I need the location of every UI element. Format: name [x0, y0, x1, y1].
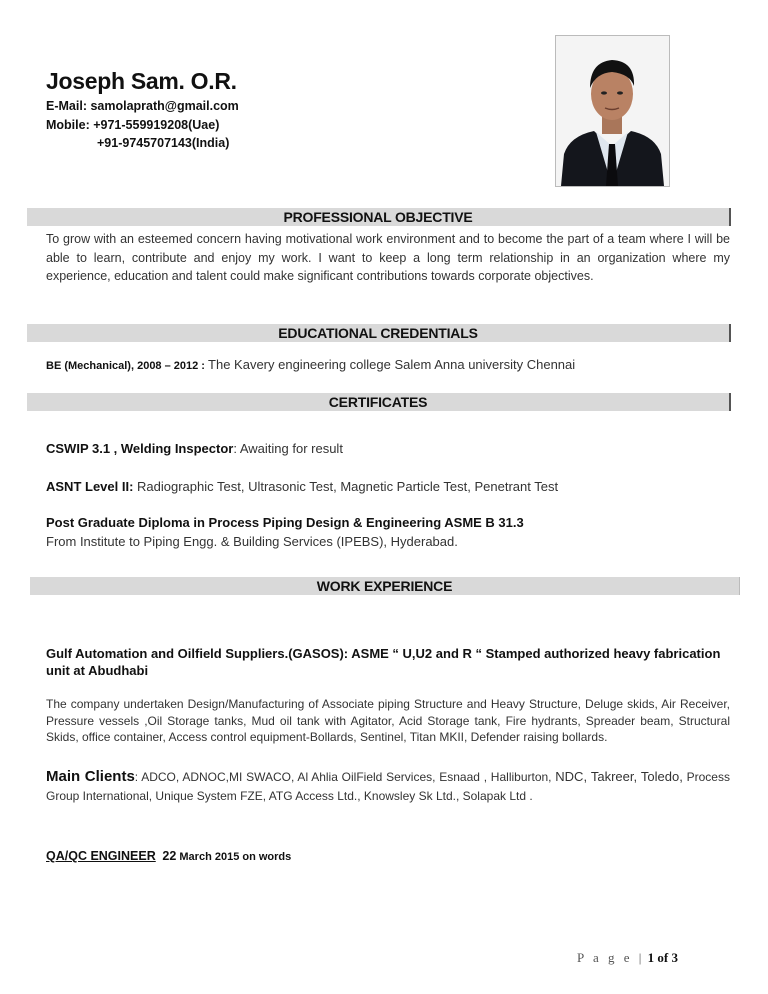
cert-asnt — [46, 479, 558, 494]
company-name: Gulf Automation and Oilfield Suppliers.(GASOS): ASME “ U,U2 and R “ Stamped authorized heavy fabrication unit at Abudhabi — [46, 646, 721, 678]
candidate-name: Joseph Sam. O.R. — [46, 68, 237, 94]
page-count: 1 of 3 — [644, 950, 678, 965]
cert-cswip-value: : Awaiting for result — [233, 441, 343, 456]
email-label: E-Mail — [46, 99, 83, 113]
role-since: March 2015 on words — [176, 851, 292, 863]
mobile-uae-line: Mobile: +971-559919208(Uae) — [46, 118, 220, 132]
section-bar-objective — [27, 208, 731, 226]
email-value: : samolaprath@gmail.com — [82, 99, 239, 113]
page-footer — [577, 950, 678, 966]
person-portrait-icon — [556, 36, 669, 186]
cert-asnt-label: ASNT Level II: — [46, 479, 134, 494]
role-line — [46, 849, 291, 863]
section-title-objective: PROFESSIONAL OBJECTIVE — [283, 209, 473, 225]
cert-pg-title: Post Graduate Diploma in Process Piping Design & Engineering ASME B 31.3 — [46, 515, 524, 530]
section-bar-certificates — [27, 393, 731, 411]
clients-list-part1: : ADCO, ADNOC,MI SWACO, Al Ahlia OilField Services, Esnaad , Halliburton, — [134, 770, 556, 784]
education-institution: The Kavery engineering college Salem Anna university Chennai — [208, 357, 576, 372]
clients-list-part3: Process Group International, Unique System FZE, ATG Access Ltd., Knowsley Sk Ltd., Solapak Ltd . — [46, 770, 730, 803]
objective-text: To grow with an esteemed concern having motivational work environment and to become the part of a team where I will be able to learn, contribute and enjoy my work. I want to keep a long term relationship in an organization where my experience, education and talent could make significant contributions towards corporate objectives. — [46, 232, 730, 283]
section-title-certificates: CERTIFICATES — [328, 394, 428, 410]
page-label: P a g e | — [577, 950, 645, 965]
education-degree: BE (Mechanical), 2008 – 2012 : — [46, 360, 209, 372]
email-line — [46, 99, 239, 113]
cert-cswip — [46, 441, 343, 456]
section-bar-education — [27, 324, 731, 342]
company-description: The company undertaken Design/Manufacturing of Associate piping Structure and Heavy Structure, Deluge skids, Air Receiver, Pressure vessels ,Oil Storage tanks, Mud oil tank with Agitator, Acid Storage tank, Fire hydrants, Spreader beam, Structural Skids, office container, Access control equipment-Bollards, Sentinel, Titan MKII, Defender raising bollards. — [46, 697, 730, 744]
clients-list-part2: NDC, Takreer, Toledo, — [555, 769, 683, 784]
cert-asnt-value: Radiographic Test, Ultrasonic Test, Magnetic Particle Test, Penetrant Test — [133, 479, 559, 494]
cert-pg-label — [46, 515, 524, 530]
profile-photo — [555, 35, 670, 187]
section-title-education: EDUCATIONAL CREDENTIALS — [278, 325, 478, 341]
education-entry — [46, 357, 575, 372]
cert-cswip-label: CSWIP 3.1 , Welding Inspector — [46, 441, 234, 456]
main-clients — [46, 767, 730, 806]
clients-label: Main Clients — [46, 768, 135, 785]
cert-pg-value: From Institute to Piping Engg. & Building Services (IPEBS), Hyderabad. — [46, 534, 458, 549]
section-title-experience: WORK EXPERIENCE — [316, 578, 453, 594]
role-title: QA/QC ENGINEER — [46, 849, 156, 863]
section-bar-experience — [30, 577, 740, 595]
role-day: 22 — [162, 849, 177, 863]
mobile-india-line: +91-9745707143(India) — [97, 136, 230, 150]
